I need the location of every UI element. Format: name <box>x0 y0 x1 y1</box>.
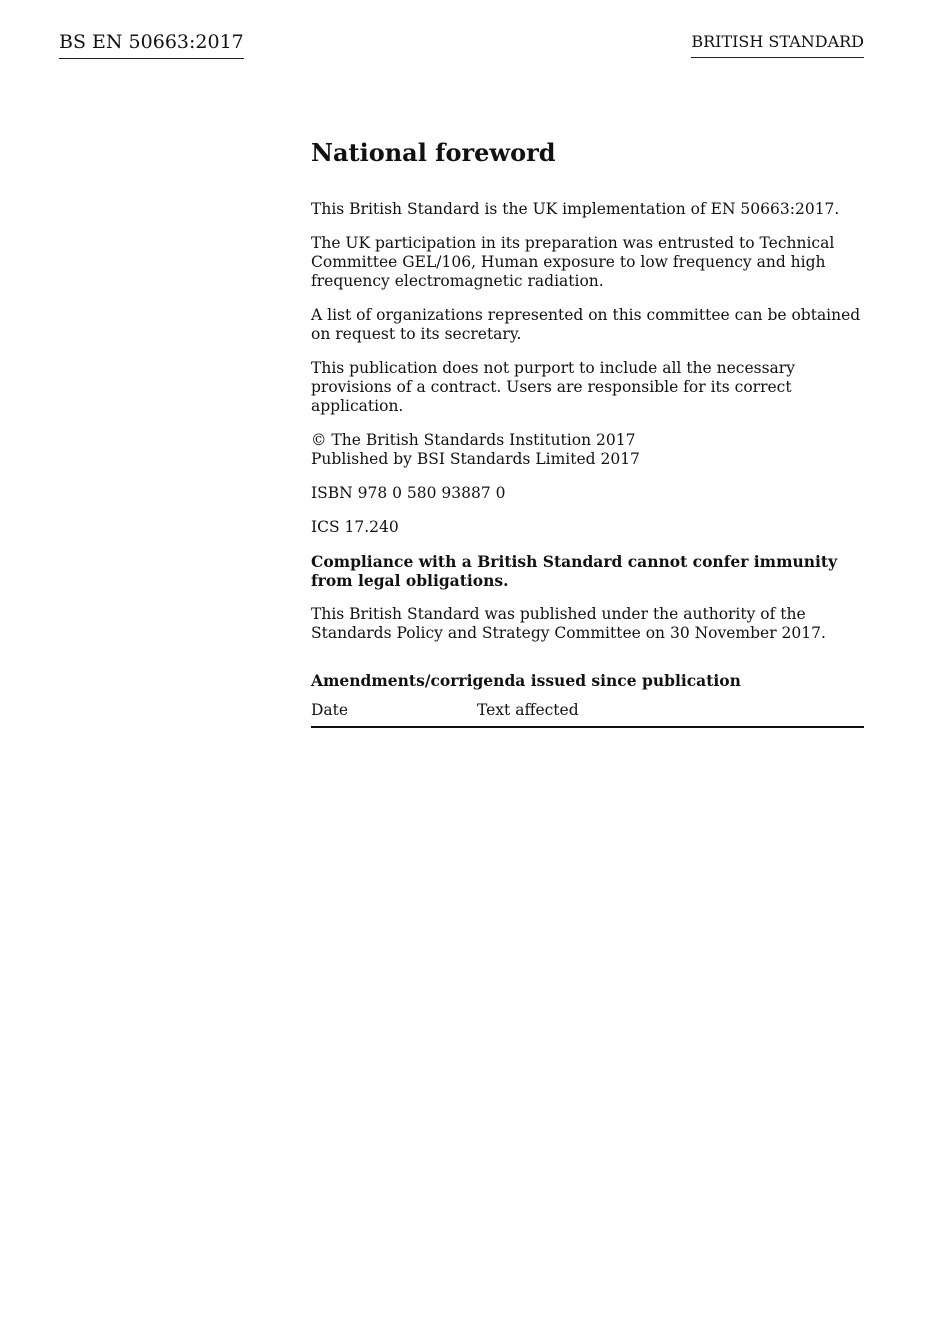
copyright-line: © The British Standards Institution 2017 <box>311 431 636 449</box>
amendments-table <box>311 701 864 728</box>
implementation-paragraph: This British Standard is the UK implementation of EN 50663:2017. <box>311 200 840 218</box>
compliance-statement: Compliance with a British Standard cannot confer immunity from legal obligations. <box>311 552 838 590</box>
provisions-paragraph: This publication does not purport to include all the necessary provisions of a contract. Users are responsible for its correct application. <box>311 359 795 415</box>
national-foreword-section <box>311 138 864 728</box>
copyright-block <box>311 431 864 469</box>
publisher-line: Published by BSI Standards Limited 2017 <box>311 450 640 468</box>
amendments-heading: Amendments/corrigenda issued since publication <box>311 671 741 690</box>
isbn-line: ISBN 978 0 580 93887 0 <box>311 484 506 502</box>
page-title: National foreword <box>311 138 556 167</box>
ics-line: ICS 17.240 <box>311 518 399 536</box>
amendments-date-header: Date <box>311 701 349 719</box>
committee-paragraph: The UK participation in its preparation was entrusted to Technical Committee GEL/106, Human exposure to low frequency and high frequency electromagnetic radiation. <box>311 234 835 290</box>
document-id: BS EN 50663:2017 <box>59 30 244 59</box>
amendments-text-header: Text affected <box>477 701 579 719</box>
authority-paragraph: This British Standard was published under the authority of the Standards Policy and Strategy Committee on 30 November 2017. <box>311 605 826 642</box>
document-type-label: BRITISH STANDARD <box>691 31 864 58</box>
organizations-paragraph: A list of organizations represented on this committee can be obtained on request to its secretary. <box>311 306 861 343</box>
